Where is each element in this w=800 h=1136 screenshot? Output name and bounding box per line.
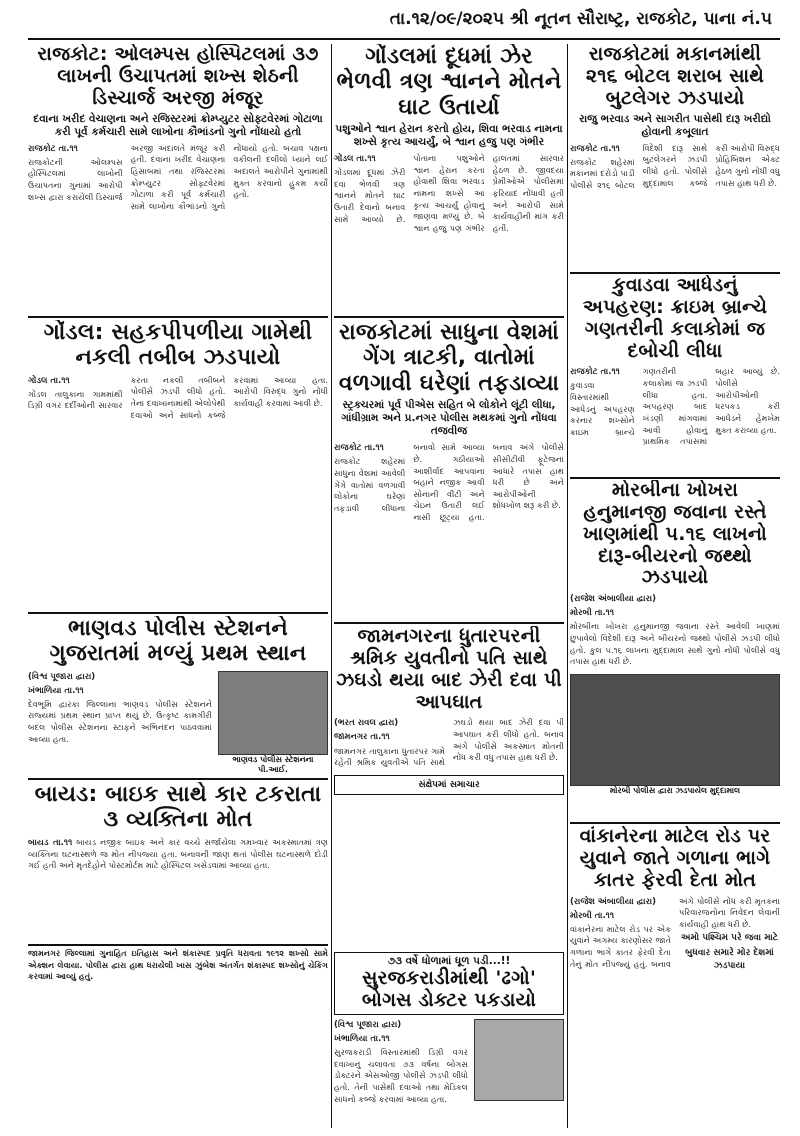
sadhu-gang-dateline: રાજકોટ તા.૧૧ <box>334 443 384 454</box>
wankaner-text: વાંકાનેરના માટેલ રોડ પર એક યુવાને અગમ્ય કારણોસર જાતે ગળાના ભાગે કાતર ફેરવી દેતા તેનું મોત નીપજ્યું હતું. બનાવ અંગે પોલીસે નોંધ કરી મૃતકના પરિવારજનોના નિવેદન લેવાની કાર્યવાહી હાથ ધરી છે. <box>570 895 780 969</box>
article-bike-accident <box>28 782 328 942</box>
gondal-milk-dateline: ગોંડલ તા.૧૧ <box>334 154 376 165</box>
row-rule-4 <box>28 612 328 614</box>
article-jamnagar-history <box>28 948 328 1128</box>
liquor-house-dateline: રાજકોટ તા.૧૧ <box>570 143 620 154</box>
article-morbi <box>570 480 780 820</box>
bhanvad-dateline: ખંભાળિયા તા.૧૧ <box>28 685 84 696</box>
gondal-doctor-dateline: ગોંડલ તા.૧૧ <box>28 375 70 386</box>
kuvadva-dateline: રાજકોટ તા.૧૧ <box>570 367 620 378</box>
article-olympus <box>28 44 328 314</box>
sadhu-gang-subhead: સ્ટ્રક્ચરમાં પૂર્વ પીએસ સહિત બે લોકોને લૂંટી લીધા, ગાંધીગ્રામ અને પ્ર.નગર પોલીસ મથકમાં ગુનો નોંધવા તજવીજ <box>341 398 557 438</box>
row-rule-2 <box>334 316 564 318</box>
article-gondal-milk <box>334 44 564 314</box>
gondal-milk-text: ગોંડલમાં દૂધમાં ઝેરી દવા ભેળવી ત્રણ શ્વાનને મોતને ઘાટ ઉતારી દેવાનો બનાવ સામે આવ્યો છે. પોતાના પશુઓને શ્વાન હેરાન કરતા હોવાથી શિવા ભરવાડ નામના શખ્સે આ કૃત્ય આચર્યું હોવાનું જાણવા મળ્યું છે. બે શ્વાન હજુ પણ ગંભીર હાલતમાં સારવાર હેઠળ છે. જીવદયા પ્રેમીઓએ પોલીસમાં ફરિયાદ નોંધાવી હતી અને આરોપી સામે કાર્યવાહીની માંગ કરી હતી. <box>334 153 564 233</box>
kuvadva-text: કુવાડવા વિસ્તારમાંથી આધેડનું અપહરણ કરનાર શખ્સોને ક્રાઇમ બ્રાન્ચે ગણતરીની કલાકોમાં જ ઝડપી લીધા હતા. અપહરણ બાદ ખંડણી માંગવામાં આવી હોવાનું પ્રાથમિક તપાસમાં બહાર આવ્યું છે. પોલીસે આરોપીઓની ધરપકડ કરી આધેડને હેમખેમ મુક્ત કરાવ્યા હતા. <box>570 366 780 447</box>
olympus-headline: રાજકોટ: ઓલમ્પસ હોસ્પિટલમાં ૩૭ લાખની ઉચાપતમાં શખ્સ શેઠની ડિસ્ચાર્જ અરજી મંજૂર <box>37 44 319 109</box>
morbi-text: મોરબીના ખોખરા હનુમાનજી જવાના રસ્તે આવેલી ખાણમાં છુપાવેલો વિદેશી દારૂ અને બીયરનો જથ્થો પોલીસે ઝડપી લીધો હતો. કુલ ૫.૧૬ લાખના મુદ્દામાલ સાથે ગુનો નોંધી પોલીસે વધુ તપાસ હાથ ધરી છે. <box>570 621 780 667</box>
olympus-subhead: દવાના ખરીદ વેચાણના અને રજિસ્ટરમાં ક્રોમ્પ્યુટર સોફ્ટવેરમાં ગોટાળા કરી પૂર્વ કર્મચારી સામે લાખોના કૌભાંડનો ગુનો નોંધાયો હતો <box>33 112 323 138</box>
article-gondal-doctor <box>28 320 328 610</box>
liquor-house-body <box>570 143 780 192</box>
column-rule-right <box>567 44 568 1128</box>
row-rule-7 <box>28 778 328 780</box>
masthead-dateline: તા.૧૨/૦૯/૨૦૨૫ શ્રી નૂતન સૌરાષ્ટ્ર, રાજકોટ, પાના નં.૫ <box>389 9 772 29</box>
surajkaradi-photo <box>474 1019 564 1101</box>
bhanvad-photo <box>218 671 328 755</box>
surajkaradi-credit: (વિશ્વ પૂજારા દ્વારા) <box>334 1019 402 1030</box>
article-bhanvad <box>28 616 328 776</box>
gondal-milk-body <box>334 153 564 234</box>
kuvadva-body <box>570 366 780 447</box>
bhanvad-headline: ભાણવડ પોલીસ સ્ટેશનને ગુજરાતમાં મળ્યું પ્રથમ સ્થાન <box>49 616 307 667</box>
jamnagar-worker-headline: જામનગરના ધુતારપરની શ્રમિક યુવતીનો પતિ સાથે ઝઘડો થયા બાદ ઝેરી દવા પી આપઘાત <box>336 626 562 713</box>
wankaner-body <box>570 896 780 973</box>
article-surajkaradi <box>334 952 564 1128</box>
morbi-photo <box>570 674 780 786</box>
row-rule-5 <box>334 622 564 624</box>
wankaner-inner-heading: અમો પશ્ચિમ પરે જવા માટે <box>680 933 779 944</box>
morbi-dateline: મોરબી તા.૧૧ <box>570 608 615 619</box>
bhanvad-text: દેવભૂમિ દ્વારકા જિલ્લાના ભાણવડ પોલીસ સ્ટેશનને રાજ્યમાં પ્રથમ સ્થાન પ્રાપ્ત થયું છે. ઉત્કૃષ્ટ કામગીરી બદલ પોલીસ સ્ટેશનના સ્ટાફને અભિનંદન પાઠવવામાં આવ્યા હતા. <box>28 698 212 744</box>
bhanvad-photo-caption: ભાણવડ પોલીસ સ્ટેશનના પી.આઈ. <box>232 754 314 774</box>
row-rule-8 <box>28 944 328 946</box>
liquor-house-subhead: રાજુ ભરવાડ અને સાગરીત પાસેથી દારૂ ખરીદ્યો હોવાની કબૂલાત <box>579 112 771 138</box>
surajkaradi-dateline: ખંભાળિયા તા.૧૧ <box>334 1033 390 1044</box>
sadhu-gang-headline: રાજકોટમાં સાધુના વેશમાં ગેંગ ત્રાટકી, વાતોમાં વળગાવી ઘરેણાં તફડાવ્યા <box>338 320 560 396</box>
sadhu-gang-body <box>334 442 564 523</box>
liquor-house-headline: રાજકોટમાં મકાનમાંથી ૨૧૬ બોટલ શરાબ સાથે બુટલેગર ઝડપાયો <box>585 44 765 109</box>
article-wankaner <box>570 826 780 1128</box>
bike-accident-headline: બાયડ: બાઇક સાથે કાર ટકરાતા ૩ વ્યક્તિના મોત <box>34 782 322 833</box>
row-rule-1 <box>28 316 328 318</box>
morbi-credit: (રાજેશ અંબાલીયા દ્વારા) <box>570 594 657 605</box>
bhanvad-credit: (વિશ્વ પૂજારા દ્વારા) <box>28 671 96 682</box>
wankaner-dateline: મોરબી તા.૧૧ <box>570 910 615 921</box>
surajkaradi-headline: સુરજકરાડીમાંથી 'ઢગો' બોગસ ડોક્ટર પકડાયો <box>361 967 537 1011</box>
gondal-milk-subhead: પશુઓને શ્વાન હેરાન કરતો હોય, શિવા ભરવાડ નામના શખ્સે કૃત્ય આચર્યું, બે શ્વાન હજુ પણ ગંભીર <box>335 122 563 149</box>
morbi-photo-caption: મોરબી પોલીસ દ્વારા ઝડપાયેલ મુદ્દામાલ <box>609 785 741 795</box>
bhanvad-body <box>28 671 212 775</box>
row-rule-9 <box>570 822 780 824</box>
olympus-text: રાજકોટની ઓલમ્પસ હોસ્પિટલમાં લાખોની ઉચાપતના ગુનામાં આરોપી શખ્સ દ્વારા કરાયેલી ડિસ્ચાર્જ અરજી અદાલતે મંજૂર કરી હતી. દવાના ખરીદ વેચાણના હિસાબમાં તથા રજિસ્ટરમાં ક્રોમ્પ્યુટર સોફ્ટવેરમાં ગોટાળા કરી પૂર્વ કર્મચારી સામે લાખોના કૌભાંડનો ગુનો નોંધાયો હતો. બચાવ પક્ષના વકીલની દલીલો ધ્યાને લઈ અદાલતે આરોપીને ગુનામાંથી મુક્ત કરવાનો હુકમ કર્યો હતો. <box>28 142 328 211</box>
bike-accident-dateline: બાયડ તા.૧૧ <box>28 837 73 848</box>
gondal-doctor-text: ગોંડલ તાલુકાના ગામમાંથી ડિગ્રી વગર દર્દીઓની સારવાર કરતા નકલી તબીબને પોલીસે ઝડપી લીધો હતો. તેના દવાખાનામાંથી એલોપેથી દવાઓ અને સાધનો કબ્જે કરવામાં આવ્યા હતા. આરોપી વિરુદ્ધ ગુનો નોંધી કાર્યવાહી કરવામાં આવી છે. <box>28 374 328 420</box>
jamnagar-worker-text: જામનગર તાલુકાના ધુતારપર ગામે રહેતી શ્રમિક યુવતીએ પતિ સાથે ઝઘડો થયા બાદ ઝેરી દવા પી આપઘાત કરી લીધો હતો. બનાવ અંગે પોલીસે અકસ્માત મોતની નોંધ કરી વધુ તપાસ હાથ ધરી છે. <box>334 717 564 768</box>
wankaner-inner-heading-2: બુધવાર સમારે મોર દેશમાં ઝડપાયા <box>685 948 774 971</box>
row-rule-6 <box>570 477 780 479</box>
page-masthead <box>0 0 800 38</box>
morbi-headline: મોરબીના ખોખરા હનુમાનજી જવાના રસ્તે ખાણમાંથી ૫.૧૬ લાખનો દારૂ-બીયરનો જથ્થો ઝડપાયો <box>583 480 767 589</box>
sadhu-gang-text: રાજકોટ શહેરમાં સાધુના વેશમાં આવેલી ગેંગે વાતોમાં વળગાવી લોકોના ઘરેણાં તફડાવી લીધાના બનાવો સામે આવ્યા છે. ગઠીયાઓ આશીર્વાદ આપવાના બહાને નજીક આવી સોનાની વીંટી અને ચેઇન ઉતારી લઈ નાસી છૂટ્યા હતા. બનાવ અંગે પોલીસે સીસીટીવી ફૂટેજના આધારે તપાસ હાથ ધરી છે અને આરોપીઓની શોધખોળ શરૂ કરી છે. <box>334 442 564 523</box>
article-sadhu-gang <box>334 320 564 620</box>
article-kuvadva <box>570 275 780 475</box>
gondal-doctor-body <box>28 375 328 422</box>
jamnagar-worker-body <box>334 717 564 768</box>
bike-accident-text: બાયડ નજીક બાઇક અને કાર વચ્ચે સર્જાયેલા ગમખ્વાર અકસ્માતમાં ત્રણ વ્યક્તિના ઘટનાસ્થળે જ મોત નીપજ્યા હતા. બનાવની જાણ થતાં પોલીસ ઘટનાસ્થળે દોડી ગઈ હતી અને મૃતદેહોને પોસ્ટમોર્ટમ માટે હોસ્પિટલ ખસેડવામાં આવ્યા હતા. <box>28 836 328 871</box>
gondal-doctor-headline: ગોંડલ: સહકપીપળીયા ગામેથી નકલી તબીબ ઝડપાયો <box>43 320 313 371</box>
row-rule-3 <box>570 272 780 274</box>
article-liquor-house <box>570 44 780 269</box>
jamnagar-worker-credit: (ભરત રાવલ દ્વારા) <box>334 718 399 729</box>
masthead-rule <box>28 38 780 40</box>
article-jamnagar-worker <box>334 626 564 946</box>
olympus-dateline: રાજકોટ તા.૧૧ <box>28 143 78 154</box>
wankaner-credit: (રાજેશ અંબાલીયા દ્વારા) <box>570 896 657 907</box>
gondal-milk-headline: ગોંડલમાં દૂધમાં ઝેર ભેળવી ત્રણ શ્વાનને મોતને ઘાટ ઉતાર્યા <box>336 44 562 120</box>
surajkaradi-kicker: ૭૩ વર્ષે ધોળામાં ધૂળ પડી...!! <box>387 955 511 967</box>
jamnagar-history-text: જામનગર જિલ્લામાં ગુનાહિત ઇતિહાસ અને શંકાસ્પદ પ્રવૃતિ ધરાવતા ૧૯૧૨ શખ્સો સામે એક્શન લેવાયા. પોલીસ દ્વારા હાથ ધરાયેલી ખાસ ઝુંબેશ અંતર્ગત શંકાસ્પદ શખ્સોનું ચેકિંગ કરવામાં આવ્યું હતું. <box>28 948 328 982</box>
liquor-house-text: રાજકોટ શહેરમાં મકાનમાં દરોડો પાડી પોલીસે ૨૧૬ બોટલ વિદેશી દારૂ સાથે બુટલેગરને ઝડપી લીધો હતો. પોલીસે મુદ્દામાલ કબ્જે કરી આરોપી વિરુદ્ધ પ્રોહિબિશન એક્ટ હેઠળ ગુનો નોંધી વધુ તપાસ હાથ ધરી છે. <box>570 142 780 191</box>
wankaner-headline: વાંકાનેરના માટેલ રોડ પર યુવાને જાતે ગળાના ભાગે કાતર ફેરવી દેતા મોત <box>579 826 771 891</box>
jamnagar-worker-box-heading: સંક્ષેપમાં સમાચાર <box>418 779 480 790</box>
surajkaradi-text: સુરજકરાડી વિસ્તારમાંથી ડિગ્રી વગર દવાખાનું ચલાવતા ૭૩ વર્ષના બોગસ ડોક્ટરને એસઓજી પોલીસે ઝડપી લીધો હતો. તેની પાસેથી દવાઓ તથા મેડિકલ સાધનો કબ્જે કરવામાં આવ્યા હતા. <box>334 1046 468 1104</box>
olympus-body <box>28 143 328 213</box>
column-rule-left <box>331 44 332 1128</box>
bike-accident-body <box>28 837 328 872</box>
surajkaradi-body <box>334 1019 468 1105</box>
kuvadva-headline: કુવાડવા આધેડનું અપહરણ: ક્રાઇમ બ્રાન્ચે ગણતરીની કલાકોમાં જ દબોચી લીધા <box>582 275 768 362</box>
jamnagar-worker-dateline: જામનગર તા.૧૧ <box>334 732 390 743</box>
morbi-body <box>570 593 780 668</box>
